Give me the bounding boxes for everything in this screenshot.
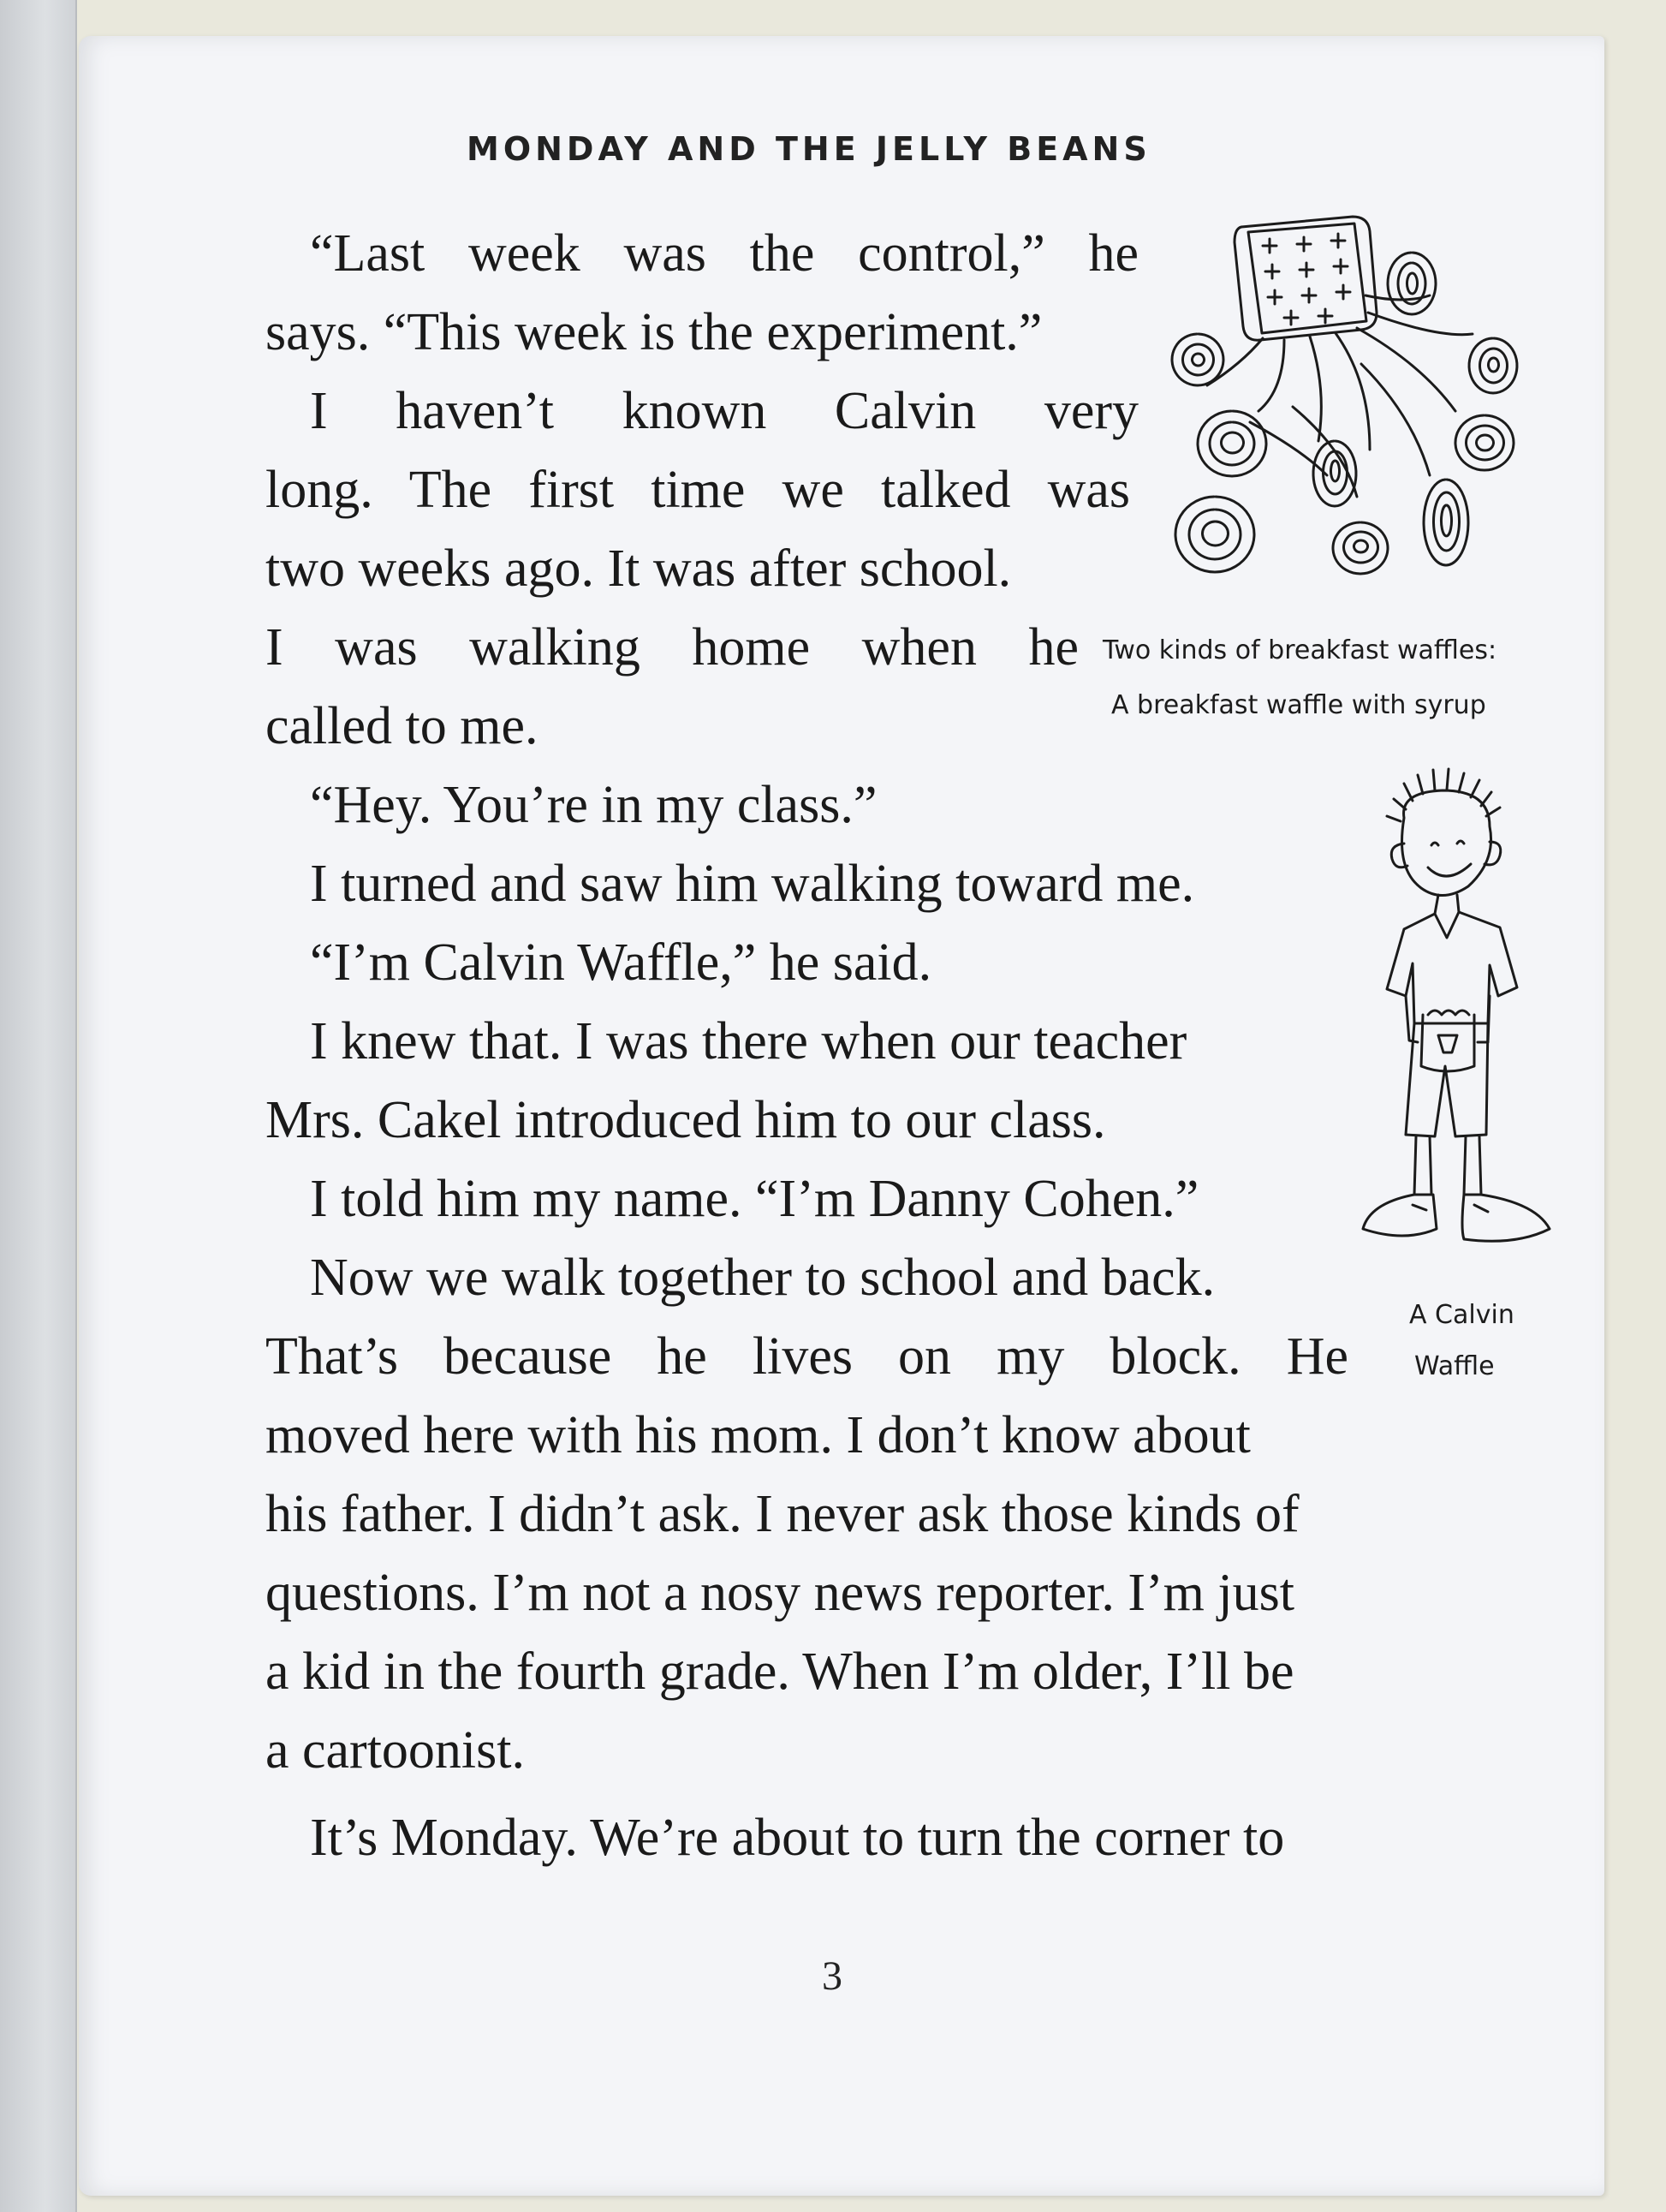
text-line: I was walking home when he: [265, 618, 1079, 677]
text-line: “Hey. You’re in my class.”: [310, 776, 878, 834]
text-line: That’s because he lives on my block. He: [265, 1327, 1348, 1386]
text-line: “Last week was the control,” he: [310, 224, 1139, 283]
calvin-caption-line2: Waffle: [1414, 1351, 1495, 1381]
text-line: says. “This week is the experiment.”: [265, 303, 1043, 361]
text-line: “I’m Calvin Waffle,” he said.: [310, 933, 932, 992]
text-line: moved here with his mom. I don’t know about: [265, 1406, 1251, 1464]
text-line: It’s Monday. We’re about to turn the corner to: [310, 1809, 1285, 1867]
waffle-with-syrup-icon: [1156, 193, 1532, 604]
page-number: 3: [822, 1953, 842, 1999]
text-line: Now we walk together to school and back.: [310, 1249, 1216, 1307]
text-line: a kid in the fourth grade. When I’m older, I’ll be: [265, 1643, 1294, 1701]
text-line: called to me.: [265, 697, 538, 755]
text-line: I told him my name. “I’m Danny Cohen.”: [310, 1170, 1199, 1228]
text-line: Mrs. Cakel introduced him to our class.: [265, 1091, 1106, 1149]
text-line: I haven’t known Calvin very: [310, 382, 1139, 440]
calvin-caption-line1: A Calvin: [1409, 1300, 1514, 1330]
text-line: two weeks ago. It was after school.: [265, 540, 1012, 598]
calvin-waffle-cartoon-icon: [1353, 766, 1558, 1272]
text-line: I turned and saw him walking toward me.: [310, 855, 1195, 913]
facing-page-edge: [0, 0, 77, 2212]
waffle-caption-line1: Two kinds of breakfast waffles:: [1103, 635, 1497, 665]
text-line: questions. I’m not a nosy news reporter. I’m just: [265, 1564, 1294, 1622]
text-line: his father. I didn’t ask. I never ask those kinds of: [265, 1485, 1300, 1543]
text-line: long. The first time we talked was: [265, 461, 1130, 519]
waffle-caption-line2: A breakfast waffle with syrup: [1111, 690, 1486, 720]
running-head: MONDAY AND THE JELLY BEANS: [467, 130, 1151, 168]
text-line: I knew that. I was there when our teacher: [310, 1012, 1187, 1070]
text-line: a cartoonist.: [265, 1721, 526, 1780]
